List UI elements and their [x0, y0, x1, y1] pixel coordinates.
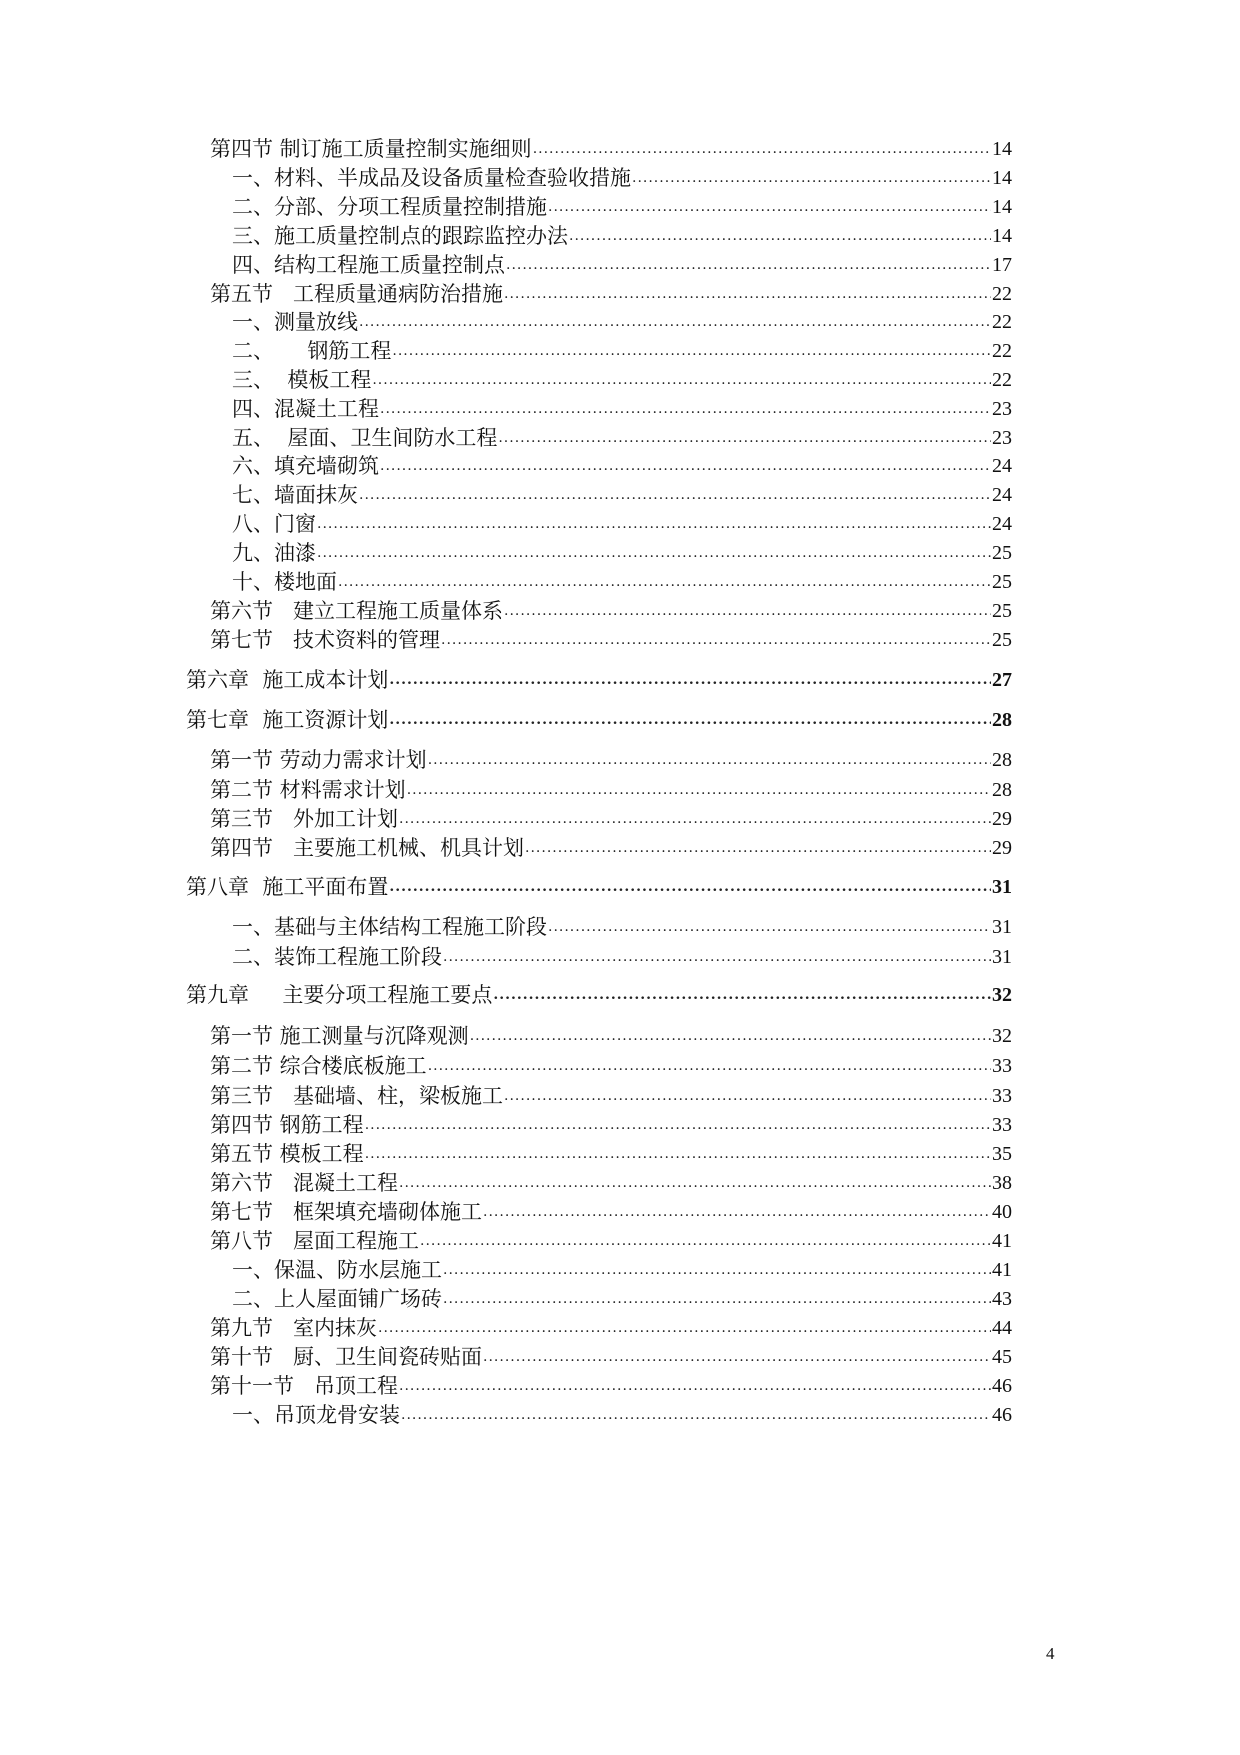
toc-dot-leader — [504, 284, 991, 304]
toc-entry-chapter — [186, 872, 1012, 900]
toc-dot-leader — [428, 750, 991, 770]
toc-entry-item — [232, 1255, 1012, 1283]
toc-entry-section — [210, 1168, 1012, 1196]
toc-entry-page: 31 — [992, 916, 1012, 938]
toc-entry-item — [232, 567, 1012, 595]
toc-entry-item — [232, 163, 1012, 191]
toc-entry-page: 25 — [992, 571, 1012, 593]
toc-dot-leader — [359, 485, 991, 505]
toc-entry-section — [210, 1081, 1012, 1109]
toc-entry-title: 二、装饰工程施工阶段 — [232, 945, 442, 969]
toc-entry-item — [232, 250, 1012, 278]
toc-dot-leader — [533, 139, 991, 159]
toc-entry-page: 32 — [992, 1025, 1012, 1047]
toc-entry-section — [210, 804, 1012, 832]
toc-dot-leader — [365, 1115, 991, 1135]
toc-entry-title: 第八章 施工平面布置 — [186, 875, 389, 899]
toc-entry-title: 第四节 钢筋工程 — [210, 1113, 364, 1137]
toc-dot-leader — [372, 370, 991, 390]
toc-entry-page: 41 — [992, 1230, 1012, 1252]
toc-entry-page: 22 — [992, 369, 1012, 391]
toc-dot-leader — [317, 543, 991, 563]
toc-entry-title: 第七章 施工资源计划 — [186, 708, 389, 732]
toc-entry-page: 31 — [992, 876, 1012, 898]
toc-dot-leader — [441, 630, 991, 650]
toc-entry-title: 第七节 技术资料的管理 — [210, 628, 441, 652]
toc-entry-item — [232, 538, 1012, 566]
toc-entry-page: 23 — [992, 427, 1012, 449]
toc-entry-title: 一、保温、防水层施工 — [232, 1258, 442, 1282]
toc-dot-leader — [428, 1056, 991, 1076]
toc-entry-page: 44 — [992, 1317, 1012, 1339]
toc-entry-page: 38 — [992, 1172, 1012, 1194]
toc-dot-leader — [443, 947, 991, 967]
toc-entry-title: 三、 模板工程 — [232, 368, 372, 392]
toc-entry-page: 22 — [992, 311, 1012, 333]
toc-entry-title: 第九节 室内抹灰 — [210, 1316, 378, 1340]
toc-entry-section — [210, 745, 1012, 773]
toc-entry-item — [232, 423, 1012, 451]
toc-entry-item — [232, 942, 1012, 970]
toc-entry-title: 第八节 屋面工程施工 — [210, 1229, 420, 1253]
toc-entry-section — [210, 1371, 1012, 1399]
toc-entry-section — [210, 1110, 1012, 1138]
toc-entry-section — [210, 279, 1012, 307]
toc-entry-title: 第十节 厨、卫生间瓷砖贴面 — [210, 1345, 483, 1369]
toc-entry-page: 24 — [992, 455, 1012, 477]
toc-dot-leader — [317, 514, 991, 534]
toc-entry-page: 40 — [992, 1201, 1012, 1223]
toc-dot-leader — [504, 1086, 991, 1106]
toc-entry-item — [232, 1284, 1012, 1312]
toc-dot-leader — [365, 1144, 991, 1164]
toc-entry-page: 27 — [992, 669, 1012, 691]
toc-entry-chapter — [186, 665, 1012, 693]
toc-entry-item — [232, 451, 1012, 479]
toc-entry-title: 一、材料、半成品及设备质量检查验收措施 — [232, 166, 631, 190]
toc-entry-page: 33 — [992, 1114, 1012, 1136]
toc-dot-leader — [399, 1376, 991, 1396]
toc-dot-leader — [338, 572, 991, 592]
toc-entry-item — [232, 307, 1012, 335]
toc-dot-leader — [389, 877, 991, 897]
toc-entry-title: 八、门窗 — [232, 512, 316, 536]
toc-dot-leader — [389, 670, 991, 690]
toc-entry-item — [232, 1400, 1012, 1428]
toc-entry-title: 第六节 混凝土工程 — [210, 1171, 399, 1195]
toc-dot-leader — [498, 428, 991, 448]
toc-entry-title: 一、吊顶龙骨安装 — [232, 1403, 400, 1427]
toc-entry-page: 23 — [992, 398, 1012, 420]
toc-entry-chapter — [186, 980, 1012, 1008]
toc-entry-page: 45 — [992, 1346, 1012, 1368]
toc-entry-title: 第四节 主要施工机械、机具计划 — [210, 836, 525, 860]
toc-entry-page: 24 — [992, 484, 1012, 506]
toc-dot-leader — [525, 838, 991, 858]
toc-entry-title: 第二节 材料需求计划 — [210, 778, 406, 802]
toc-entry-title: 第九章 主要分项工程施工要点 — [186, 983, 493, 1007]
toc-dot-leader — [378, 1318, 991, 1338]
toc-entry-title: 第五节 模板工程 — [210, 1142, 364, 1166]
toc-entry-title: 一、基础与主体结构工程施工阶段 — [232, 915, 547, 939]
toc-dot-leader — [483, 1202, 991, 1222]
toc-dot-leader — [470, 1026, 991, 1046]
toc-entry-page: 25 — [992, 600, 1012, 622]
toc-entry-title: 四、结构工程施工质量控制点 — [232, 253, 505, 277]
toc-entry-page: 41 — [992, 1259, 1012, 1281]
toc-entry-title: 四、混凝土工程 — [232, 397, 379, 421]
toc-dot-leader — [483, 1347, 991, 1367]
toc-entry-section — [210, 1313, 1012, 1341]
toc-dot-leader — [399, 809, 991, 829]
toc-dot-leader — [399, 1173, 991, 1193]
toc-entry-title: 第二节 综合楼底板施工 — [210, 1054, 427, 1078]
toc-entry-page: 24 — [992, 513, 1012, 535]
toc-entry-title: 六、填充墙砌筑 — [232, 454, 379, 478]
toc-entry-title: 第一节 劳动力需求计划 — [210, 748, 427, 772]
toc-dot-leader — [548, 197, 991, 217]
toc-entry-page: 22 — [992, 340, 1012, 362]
toc-entry-section — [210, 1197, 1012, 1225]
toc-dot-leader — [493, 985, 991, 1005]
toc-entry-item — [232, 192, 1012, 220]
toc-entry-title: 二、分部、分项工程质量控制措施 — [232, 195, 547, 219]
toc-entry-page: 22 — [992, 283, 1012, 305]
toc-entry-page: 46 — [992, 1404, 1012, 1426]
toc-dot-leader — [443, 1289, 991, 1309]
toc-entry-page: 29 — [992, 837, 1012, 859]
toc-entry-page: 17 — [992, 254, 1012, 276]
toc-entry-page: 35 — [992, 1143, 1012, 1165]
toc-dot-leader — [506, 255, 991, 275]
toc-dot-leader — [401, 1405, 991, 1425]
toc-entry-title: 第六章 施工成本计划 — [186, 668, 389, 692]
toc-entry-title: 第三节 外加工计划 — [210, 807, 399, 831]
toc-entry-section — [210, 1051, 1012, 1079]
toc-dot-leader — [389, 710, 991, 730]
toc-entry-section — [210, 1342, 1012, 1370]
toc-entry-title: 二、上人屋面铺广场砖 — [232, 1287, 442, 1311]
toc-entry-section — [210, 134, 1012, 162]
toc-entry-title: 一、测量放线 — [232, 310, 358, 334]
toc-entry-chapter — [186, 705, 1012, 733]
toc-dot-leader — [420, 1231, 991, 1251]
toc-entry-item — [232, 336, 1012, 364]
toc-entry-title: 第七节 框架填充墙砌体施工 — [210, 1200, 483, 1224]
toc-entry-page: 46 — [992, 1375, 1012, 1397]
toc-entry-page: 29 — [992, 808, 1012, 830]
toc-entry-page: 28 — [992, 709, 1012, 731]
toc-entry-title: 第一节 施工测量与沉降观测 — [210, 1024, 469, 1048]
toc-entry-title: 二、 钢筋工程 — [232, 339, 392, 363]
toc-entry-page: 32 — [992, 984, 1012, 1006]
toc-entry-item — [232, 394, 1012, 422]
toc-entry-item — [232, 912, 1012, 940]
toc-entry-page: 14 — [992, 167, 1012, 189]
toc-dot-leader — [569, 226, 991, 246]
toc-entry-section — [210, 596, 1012, 624]
toc-entry-page: 33 — [992, 1085, 1012, 1107]
toc-entry-section — [210, 775, 1012, 803]
toc-dot-leader — [392, 341, 991, 361]
toc-entry-title: 第五节 工程质量通病防治措施 — [210, 282, 504, 306]
toc-entry-section — [210, 1226, 1012, 1254]
toc-entry-item — [232, 221, 1012, 249]
toc-entry-page: 14 — [992, 225, 1012, 247]
toc-entry-section — [210, 625, 1012, 653]
toc-entry-page: 14 — [992, 196, 1012, 218]
toc-entry-page: 28 — [992, 779, 1012, 801]
toc-dot-leader — [443, 1260, 991, 1280]
toc-entry-page: 31 — [992, 946, 1012, 968]
toc-entry-item — [232, 509, 1012, 537]
toc-dot-leader — [548, 917, 991, 937]
toc-entry-title: 三、施工质量控制点的跟踪监控办法 — [232, 224, 568, 248]
toc-dot-leader — [380, 456, 991, 476]
toc-entry-title: 七、墙面抹灰 — [232, 483, 358, 507]
toc-entry-section — [210, 833, 1012, 861]
toc-entry-page: 25 — [992, 542, 1012, 564]
toc-entry-section — [210, 1139, 1012, 1167]
toc-dot-leader — [380, 399, 991, 419]
toc-entry-page: 25 — [992, 629, 1012, 651]
page-number: 4 — [1046, 1644, 1055, 1663]
toc-dot-leader — [504, 601, 991, 621]
toc-entry-title: 第四节 制订施工质量控制实施细则 — [210, 137, 532, 161]
toc-dot-leader — [632, 168, 991, 188]
toc-entry-page: 14 — [992, 138, 1012, 160]
toc-entry-section — [210, 1021, 1012, 1049]
toc-entry-title: 五、 屋面、卫生间防水工程 — [232, 426, 498, 450]
toc-entry-page: 33 — [992, 1055, 1012, 1077]
toc-entry-item — [232, 365, 1012, 393]
toc-entry-page: 28 — [992, 749, 1012, 771]
toc-entry-page: 43 — [992, 1288, 1012, 1310]
toc-entry-title: 十、楼地面 — [232, 570, 337, 594]
toc-entry-title: 第十一节 吊顶工程 — [210, 1374, 399, 1398]
toc-entry-title: 第三节 基础墙、柱，梁板施工 — [210, 1084, 504, 1108]
toc-entry-title: 第六节 建立工程施工质量体系 — [210, 599, 504, 623]
toc-entry-title: 九、油漆 — [232, 541, 316, 565]
toc-entry-item — [232, 480, 1012, 508]
toc-dot-leader — [359, 312, 991, 332]
toc-dot-leader — [407, 780, 991, 800]
